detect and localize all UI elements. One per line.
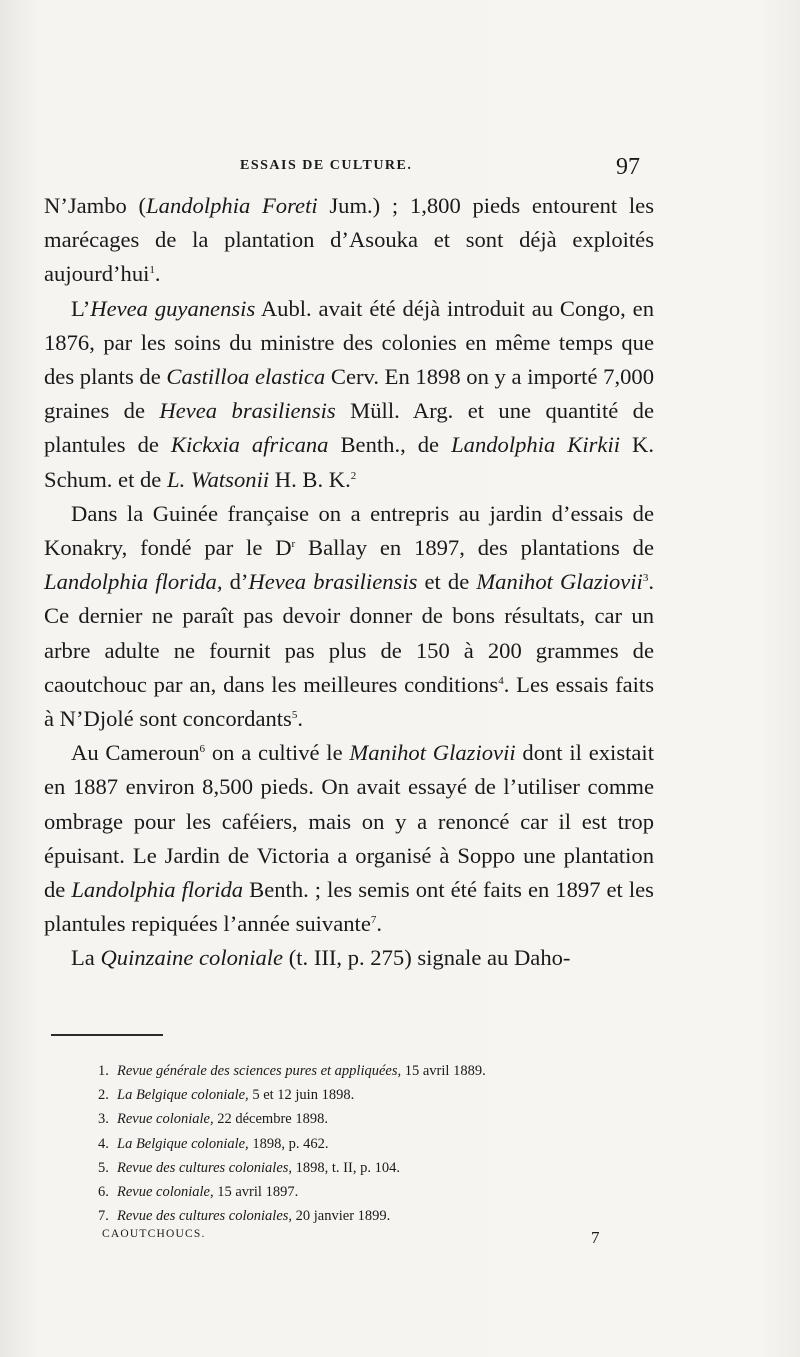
paragraph-4: Au Cameroun$^6$ on a cultivé le Manihot Glaziovii dont il existait en 1887 environ 8,500 pieds. On avait essayé de l’utiliser comme ombrage pour les caféiers, mais on y a renoncé car il est trop épuisant. Le Jardin de Victoria a organisé à Soppo une plantation de Landolphia florida Benth. ; les semis ont été faits en 1897 et les plantules repiquées l’année suivante$^7$. [44,740,654,937]
footnote: 3. Revue coloniale, 22 décembre 1898. [98,1111,328,1128]
paragraph-1: N’Jambo (Landolphia Foreti Jum.) ; 1,800 pieds entourent les marécages de la plantation d’Asouka et sont déjà exploités aujourd’hui$^1$. [44,193,655,287]
footnote: 7. Revue des cultures coloniales, 20 janvier 1899. [98,1208,391,1225]
footnote-ref: 2 [350,469,357,482]
page-number: 97 [616,154,640,180]
running-title: ESSAIS DE CULTURE. [240,158,413,173]
footnote: 5. Revue des cultures coloniales, 1898, t. II, p. 104. [98,1159,400,1176]
footnote: 6. Revue coloniale, 15 avril 1897. [98,1184,299,1201]
footnote-ref: 7 [370,914,377,927]
body-text [44,189,654,976]
footnote-ref: 4 [498,674,504,687]
footnote-ref: 3 [642,572,649,585]
signature-number: 7 [591,1228,600,1247]
paragraph-5: La Quinzaine coloniale (t. III, p. 275) signale au Daho- [71,945,571,971]
footnote-ref: 5 [291,709,298,722]
footnote-divider [51,1034,163,1036]
footnote: 4. La Belgique coloniale, 1898, p. 462. [98,1135,329,1152]
footnote: 1. Revue générale des sciences pures et appliquées, 15 avril 1889. [98,1063,486,1079]
paragraph-2: L’Hevea guyanensis Aubl. avait été déjà introduit au Congo, en 1876, par les soins du ministre des colonies en même temps que des plants de Castilloa elastica Cerv. En 1898 on y a importé 7,000 graines de Hevea brasiliensis Müll. Arg. et une quantité de plantules de Kickxia africana Benth., de Landolphia Kirkii K. Schum. et de L. Watsonii H. B. K.$^2$ [44,295,654,492]
signature-mark: CAOUTCHOUCS. [102,1228,206,1240]
footnote-ref: 6 [199,743,206,756]
footnotes [98,1059,618,1228]
paragraph-3: Dans la Guinée française on a entrepris au jardin d’essais de Konakry, fondé par le $D^r$ Ballay en 1897, des plantations de Landolphia florida, d’Hevea brasiliensis et de Manihot Glaziovii$^3$. Ce dernier ne paraît pas devoir donner de bons résultats, car un arbre adulte ne fournit pas plus de 150 à 200 grammes de caoutchouc par an, dans les meilleures conditions$^4$. Les essais faits à N’Djolé sont concordants$^5$. [44,500,655,732]
footnote-ref: 1 [149,264,155,277]
footnote: 2. La Belgique coloniale, 5 et 12 juin 1898. [98,1087,355,1104]
